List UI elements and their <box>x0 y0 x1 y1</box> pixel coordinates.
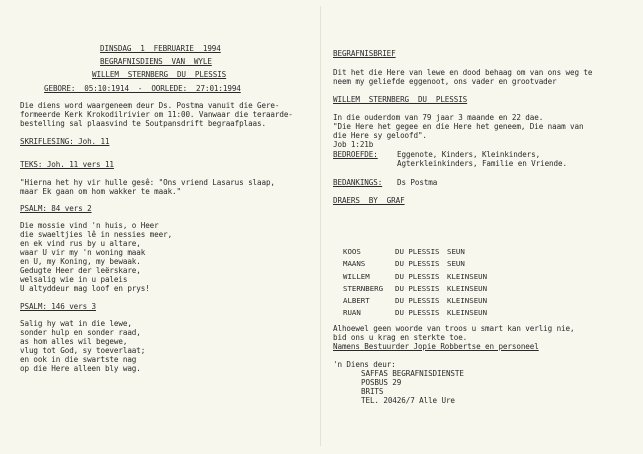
psalm-84-line: U altyddeur mag loof en prys! <box>20 284 150 293</box>
bearer-first: MAANS <box>343 259 366 269</box>
sermon-quote-2: maar Ek gaan om hom wakker te maak." <box>20 187 181 196</box>
bearer-row <box>343 307 527 319</box>
thanks-value: Ds Postma <box>397 178 438 187</box>
left-page <box>20 44 315 373</box>
bearer-relation: KLEINSEUN <box>447 308 488 318</box>
address-line: BRITS <box>361 387 384 396</box>
deceased-name: WILLEM STERNBERG DU PLESSIS <box>92 70 227 79</box>
closing-line-2: bid ons u krag en sterkte toe. <box>333 333 468 342</box>
letter-name: WILLEM STERNBERG DU PLESSIS <box>333 95 468 104</box>
page-fold <box>320 6 321 446</box>
bereaved-line-2: Agterkleinkinders, Familie en Vriende. <box>397 159 567 168</box>
bearer-row <box>343 295 527 307</box>
right-page <box>333 44 633 223</box>
service-date: DINSDAG 1 FEBRUARIE 1994 <box>100 44 221 53</box>
letter-intro-1: Dit het die Here van lewe en dood behaag om van ons weg te <box>333 68 593 77</box>
address-line: POSBUS 29 <box>361 378 402 387</box>
address-line: TEL. 20426/7 Alle Ure <box>361 396 455 405</box>
psalm-146-line: Salig hy wat in die lewe, <box>20 319 132 328</box>
bearer-relation: KLEINSEUN <box>447 271 488 281</box>
bearer-first: RUAN <box>343 308 361 318</box>
psalm-146-label: PSALM: 146 vers 3 <box>20 302 97 311</box>
psalm-84-line: en ek vind rus by u altare, <box>20 239 141 248</box>
psalm-84-line: Die mossie vind 'n huis, o Heer <box>20 221 159 230</box>
bearer-relation: KLEINSEUN <box>447 283 488 293</box>
bearer-first: KOOS <box>343 247 361 256</box>
bearer-row <box>343 271 527 283</box>
bearer-row <box>343 283 527 295</box>
bereaved-label: BEDROEFDE: <box>333 150 378 159</box>
bearer-first: WILLEM <box>343 271 370 281</box>
sermon-quote-1: "Hierna het hy vir hulle gesê: "Ons vriend Lasarus slaap, <box>20 178 275 187</box>
psalm-84-line: waar U vir my 'n woning maak <box>20 248 146 257</box>
bearer-relation: SEUN <box>447 247 465 256</box>
quote-line-2: die Here sy geloofd". <box>333 131 427 140</box>
bearer-last: DU PLESSIS <box>395 283 440 293</box>
bearer-row <box>343 258 527 270</box>
bearer-relation: SEUN <box>447 259 465 269</box>
psalm-84-label: PSALM: 84 vers 2 <box>20 204 92 213</box>
bereaved-line-1: Eggenote, Kinders, Kleinkinders, <box>397 150 541 159</box>
bearer-first: STERNBERG <box>343 283 384 293</box>
letter-title: BEGRAFNISBRIEF <box>333 49 396 58</box>
bearer-last: DU PLESSIS <box>395 308 440 318</box>
psalm-84-line: en U, my Koning, my bewaak. <box>20 257 141 266</box>
bearer-last: DU PLESSIS <box>395 259 440 269</box>
closing-section <box>333 324 633 418</box>
age-line: In die ouderdom van 79 jaar 3 maande en 22 dae. <box>333 113 544 122</box>
bearers-table <box>343 246 527 320</box>
psalm-146-line: vlug tot God, sy toeverlaat; <box>20 346 146 355</box>
closing-line-1: Alhoewel geen woorde van troos u smart kan verlig nie, <box>333 324 575 333</box>
bearer-row <box>343 246 527 258</box>
psalm-146-line: op die Here alleen bly wag. <box>20 364 141 373</box>
bearers-label: DRAERS BY GRAF <box>333 196 405 205</box>
bearer-last: DU PLESSIS <box>395 271 440 281</box>
quote-line-1: "Die Here het gegee en die Here het geneem, Die naam van <box>333 122 584 131</box>
psalm-146-line: as hom alles wil begewe, <box>20 337 128 346</box>
psalm-84-line: Gedugte Heer der leërskare, <box>20 266 141 275</box>
psalm-84-line: die swaeltjies lê in nessies meer, <box>20 230 173 239</box>
service-by: 'n Diens deur: <box>333 360 396 369</box>
service-title: BEGRAFNISDIENS VAN WYLE <box>100 57 212 66</box>
sermon-text-label: TEKS: Joh. 11 vers 11 <box>20 160 114 169</box>
intro-line-3: bestelling sal plaasvind te Soutpansdrift begraafplaas. <box>20 119 266 128</box>
letter-intro-2: neem my geliefde eggenoot, ons vader en grootvader <box>333 77 557 86</box>
bearer-last: DU PLESSIS <box>395 247 440 256</box>
address-line: SAFFAS BEGRAFNISDIENSTE <box>361 369 464 378</box>
thanks-label: BEDANKINGS: <box>333 178 383 187</box>
bearer-first: ALBERT <box>343 296 370 306</box>
scripture-reading: SKRIFLESING: Joh. 11 <box>20 137 110 146</box>
bearer-last: DU PLESSIS <box>395 296 440 306</box>
verse-reference: Job 1:21b <box>333 140 374 149</box>
bearer-relation: KLEINSEUN <box>447 296 488 306</box>
psalm-146-line: en ook in die swartste nag <box>20 355 137 364</box>
intro-line-1: Die diens word waargeneem deur Ds. Postma vanuit die Gere- <box>20 101 280 110</box>
signoff: Namens Bestuurder Jopie Robbertse en personeel <box>333 342 539 351</box>
psalm-84-line: welsalig wie in u paleis <box>20 275 128 284</box>
born-died-dates: GEBORE: 05:10:1914 - OORLEDE: 27:01:1994 <box>44 84 241 93</box>
intro-line-2: formeerde Kerk Krokodilrivier om 11:00. Vanwaar die teraarde- <box>20 110 293 119</box>
psalm-146-line: sonder hulp en sonder raad, <box>20 328 141 337</box>
